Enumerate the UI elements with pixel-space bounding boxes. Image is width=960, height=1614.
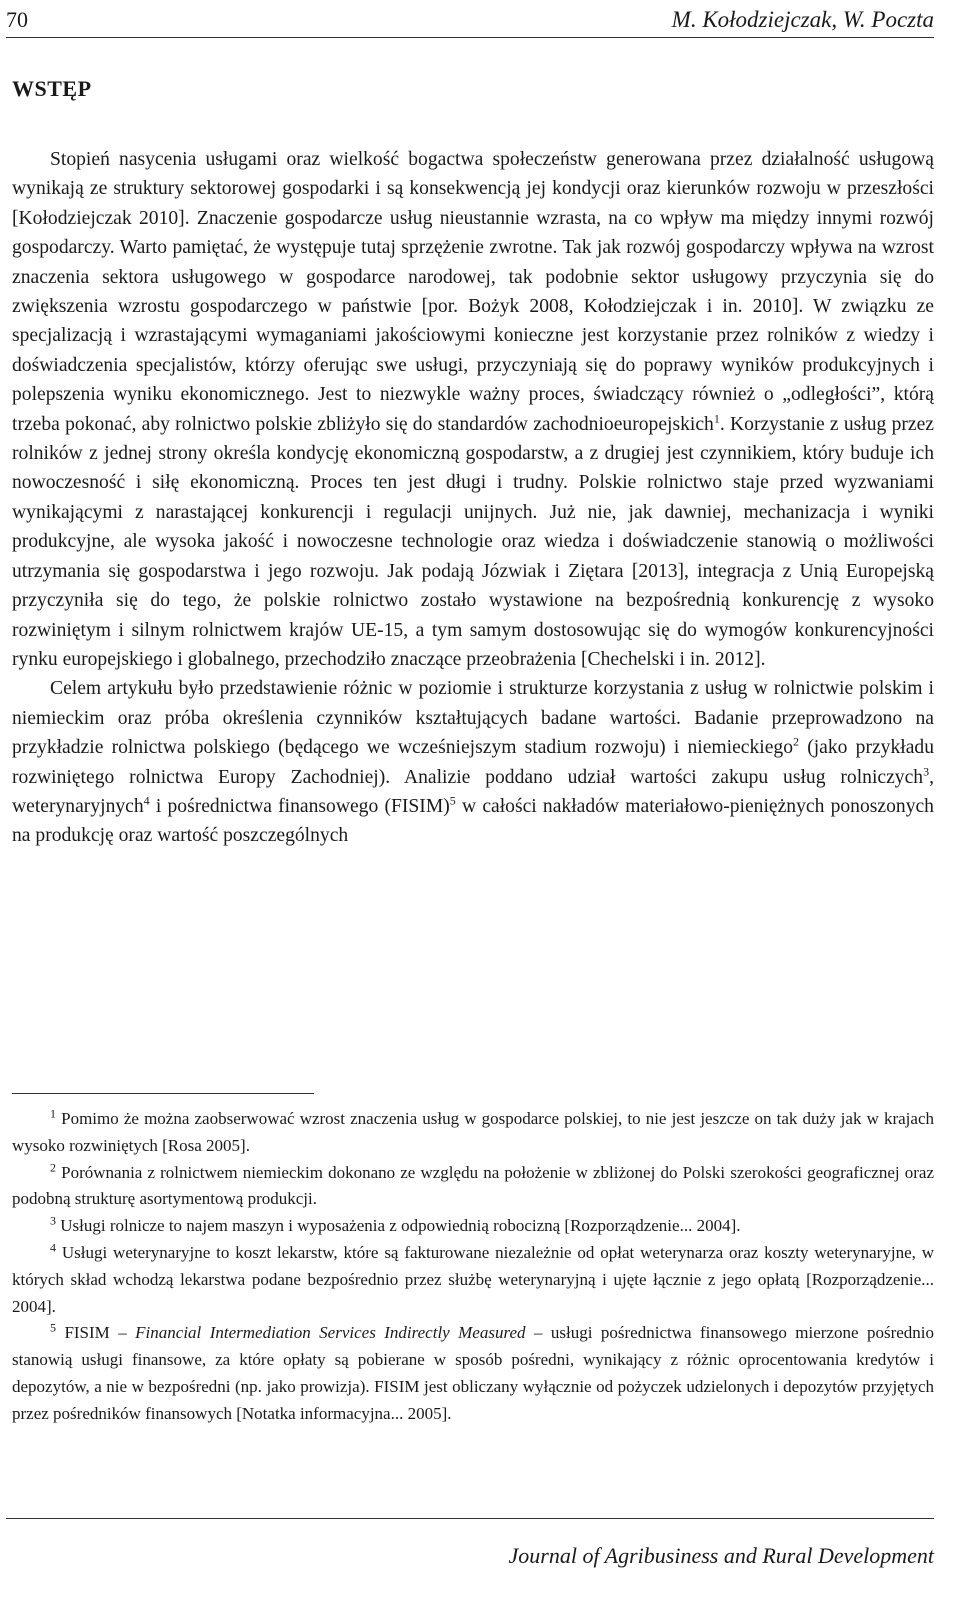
footnotes bbox=[12, 1106, 934, 1428]
journal-name: Journal of Agribusiness and Rural Development bbox=[508, 1543, 934, 1568]
footnote bbox=[12, 1213, 934, 1240]
paragraph-text: Celem artykułu było przedstawienie różnic w poziomie i strukturze korzystania z usług w rolnictwie polskim i niemieckim oraz próba określenia czynników kształtujących badane wartości. Badanie przeprowadzono na przykładzie rolnictwa polskiego (będącego we wcześniejszym stadium rozwoju) i niemieckiego bbox=[12, 678, 934, 759]
footnote-text: Pomimo że można zaobserwować wzrost znaczenia usług w gospodarce polskiej, to nie jest jeszcze on tak duży jak w krajach wysoko rozwiniętych [Rosa 2005]. bbox=[12, 1109, 934, 1155]
paragraph-text: , weterynaryjnych bbox=[12, 766, 934, 817]
footnote-text: – usługi pośrednictwa finansowego mierzone pośrednio stanowią usługi finansowe, za które opłaty są pobierane w sposób pośredni, wynikający z różnic oprocentowania kredytów i depozytów, a nie w bezpośredni (np. jako prowizja). FISIM jest obliczany wyłącznie od pożyczek udzielonych i depozytów przyjętych przez pośredników finansowych [Notatka informacyjna... 2005]. bbox=[12, 1323, 935, 1423]
footnote-ref[interactable]: 4 bbox=[143, 793, 150, 808]
page-number: 70 bbox=[6, 7, 28, 32]
footnote bbox=[12, 1240, 934, 1320]
paragraph-text: Stopień nasycenia usługami oraz wielkość bogactwa społeczeństw generowana przez działalność usługową wynikają ze struktury sektorowej gospodarki i są konsekwencją jej kondycji oraz kierunków rozwoju w przeszłości [Kołodziejczak 2010]. Znaczenie gospodarcze usług nieustannie wzrasta, na co wpływ ma między innymi rozwój gospodarczy. Warto pamiętać, że występuje tutaj sprzężenie zwrotne. Tak jak rozwój gospodarczy wpływa na wzrost znaczenia sektora usługowego w gospodarce narodowej, tak podobnie sektor usługowy przyczynia się do zwiększenia wzrostu gospodarczego w państwie [por. Bożyk 2008, Kołodziejczak i in. 2010]. W związku ze specjalizacją i wzrastającymi wymaganiami jakościowymi konieczne jest korzystanie przez rolników z wiedzy i doświadczenia specjalistów, którzy oferując swe usługi, przyczyniają się do poprawy wyników produkcyjnych i polepszenia wyniku ekonomicznego. Jest to niezwykle ważny proces, świadczący również o „odległości”, którą trzeba pokonać, aby rolnictwo polskie zbliżyło się do standardów zachodnioeuropejskich bbox=[12, 149, 934, 435]
footnote-number: 1 bbox=[50, 1106, 56, 1121]
body-text bbox=[12, 145, 934, 851]
footnote-italic-term: Financial Intermediation Services Indirectly Measured bbox=[135, 1323, 526, 1343]
footnote-separator bbox=[12, 1093, 314, 1094]
paragraph bbox=[12, 145, 934, 674]
paragraph-text: i pośrednictwa finansowego (FISIM) bbox=[149, 795, 450, 817]
footnote-text: Usługi rolnicze to najem maszyn i wyposażenia z odpowiednią robocizną [Rozporządzenie... 2004]. bbox=[56, 1216, 741, 1236]
section-heading: WSTĘP bbox=[12, 76, 92, 101]
footnote-number: 5 bbox=[50, 1320, 56, 1335]
running-header-authors: M. Kołodziejczak, W. Poczta bbox=[671, 7, 934, 32]
footnote-ref[interactable]: 5 bbox=[449, 793, 456, 808]
paragraph-text: . Korzystanie z usług przez rolników z jednej strony określa kondycję ekonomiczną gospodarstw, a z drugiej jest czynnikiem, który buduje ich nowoczesność i siłę ekonomiczną. Proces ten jest długi i trudny. Polskie rolnictwo staje przed wyzwaniami wynikającymi z narastającej konkurencji i regulacji unijnych. Już nie, jak dawniej, mechanizacja i wyniki produkcyjne, ale wysoka jakość i nowoczesne technologie oraz wiedza i doświadczenie stanowią o możliwości utrzymania się gospodarstwa i jego rozwoju. Jak podają Józwiak i Ziętara [2013], integracja z Unią Europejską przyczyniła się do tego, że polskie rolnictwo zostało wystawione na bezpośrednią konkurencję z wysoko rozwiniętym i silnym rolnictwem krajów UE-15, a tym samym dostosowując się do wymogów konkurencyjności rynku europejskiego i globalnego, przechodziło znaczące przeobrażenia [Chechelski i in. 2012]. bbox=[12, 413, 934, 670]
paragraph-text: w całości nakładów materiałowo-pieniężnych ponoszonych na produkcję oraz wartość poszczególnych bbox=[12, 795, 934, 847]
footnote-number: 2 bbox=[50, 1159, 56, 1174]
running-header bbox=[6, 0, 934, 38]
footnote-text: FISIM – bbox=[56, 1323, 136, 1343]
footnote-ref[interactable]: 2 bbox=[793, 734, 800, 749]
footnote bbox=[12, 1320, 934, 1427]
running-footer bbox=[6, 1518, 934, 1569]
paragraph bbox=[12, 674, 934, 850]
footnote-text: Usługi weterynaryjne to koszt lekarstw, które są fakturowane niezależnie od opłat weterynarza oraz koszty weterynaryjne, w których skład wchodzą lekarstwa podane bezpośrednio przez służbę weterynaryjną i ujęte łącznie z jego opłatą [Rozporządzenie... 2004]. bbox=[12, 1242, 934, 1316]
footnote-number: 3 bbox=[50, 1213, 56, 1228]
footnote bbox=[12, 1160, 934, 1214]
footnote-text: Porównania z rolnictwem niemieckim dokonano ze względu na położenie w zbliżonej do Polski szerokości geograficznej oraz podobną strukturę asortymentową produkcji. bbox=[12, 1162, 934, 1209]
footnote-number: 4 bbox=[50, 1240, 56, 1255]
footnote bbox=[12, 1106, 934, 1160]
footnote-ref[interactable]: 3 bbox=[923, 764, 930, 778]
paragraph-text: (jako przykładu rozwiniętego rolnictwa Europy Zachodniej). Analizie poddano udział wartości zakupu usług rolniczych bbox=[12, 737, 935, 788]
footnote-ref[interactable]: 1 bbox=[713, 411, 720, 426]
